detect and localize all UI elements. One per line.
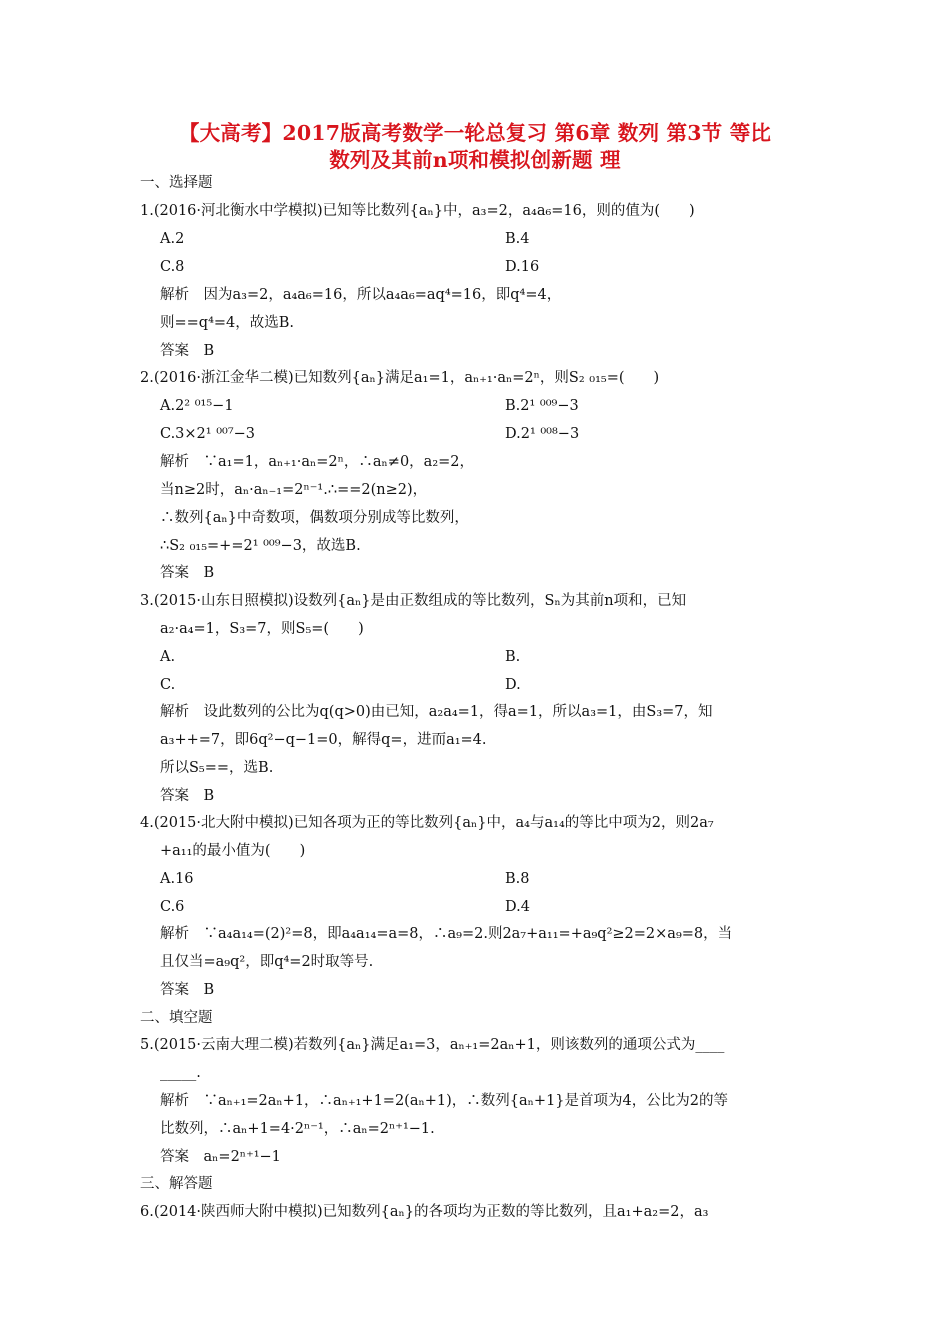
q1-option-a: A.2 <box>160 231 185 247</box>
document-title <box>140 120 810 174</box>
question-4: 4.(2015·北大附中模拟)已知各项为正的等比数列{aₙ}中，a₄与a₁₄的等比中项为2，则2a₇ <box>140 815 714 831</box>
q3-solution-line-2: a₃++=7，即6q²−q−1=0，解得q=，进而a₁=4. <box>160 732 487 748</box>
q5-answer: 答案 aₙ=2ⁿ⁺¹−1 <box>160 1149 281 1165</box>
q4-answer: 答案 B <box>160 982 215 998</box>
question-2: 2.(2016·浙江金华二模)已知数列{aₙ}满足a₁=1，aₙ₊₁·aₙ=2ⁿ，则S₂ ₀₁₅=( ) <box>140 370 660 386</box>
q4-option-d: D.4 <box>505 899 530 915</box>
q2-option-b: B.2¹ ⁰⁰⁹−3 <box>505 398 579 414</box>
q2-option-a: A.2² ⁰¹⁵−1 <box>160 398 234 414</box>
question-4-continued: +a₁₁的最小值为( ) <box>160 843 306 859</box>
q2-option-d: D.2¹ ⁰⁰⁸−3 <box>505 426 580 442</box>
q3-option-b: B. <box>505 649 521 665</box>
q4-solution-line-1: 解析 ∵a₄a₁₄=(2)²=8，即a₄a₁₄=a=8，∴a₉=2.则2a₇+a₁₁=+a₉q²≥2=2×a₉=8，当 <box>160 926 733 942</box>
q4-option-a: A.16 <box>160 871 194 887</box>
q3-answer: 答案 B <box>160 788 215 804</box>
q1-solution-line-2: 则==q⁴=4，故选B. <box>160 315 295 331</box>
q4-solution-line-2: 且仅当=a₉q²，即q⁴=2时取等号. <box>160 954 374 970</box>
q3-option-d: D. <box>505 677 521 693</box>
question-6: 6.(2014·陕西师大附中模拟)已知数列{aₙ}的各项均为正数的等比数列，且a₁+a₂=2，a₃ <box>140 1204 709 1220</box>
q5-solution-line-2: 比数列，∴aₙ+1=4·2ⁿ⁻¹，∴aₙ=2ⁿ⁺¹−1. <box>160 1121 435 1137</box>
q2-solution-line-3: ∴数列{aₙ}中奇数项，偶数项分别成等比数列， <box>160 510 469 526</box>
q2-solution-line-1: 解析 ∵a₁=1，aₙ₊₁·aₙ=2ⁿ，∴aₙ≠0，a₂=2， <box>160 454 475 470</box>
question-1: 1.(2016·河北衡水中学模拟)已知等比数列{aₙ}中，a₃=2，a₄a₆=16，则的值为( ) <box>140 203 695 219</box>
q2-answer: 答案 B <box>160 565 215 581</box>
q3-option-a: A. <box>160 649 176 665</box>
section-heading-fill: 二、填空题 <box>140 1010 213 1026</box>
q1-option-d: D.16 <box>505 259 540 275</box>
q1-solution-line-1: 解析 因为a₃=2，a₄a₆=16，所以a₄a₆=aq⁴=16，即q⁴=4， <box>160 287 562 303</box>
q1-option-c: C.8 <box>160 259 185 275</box>
q4-option-c: C.6 <box>160 899 185 915</box>
q4-option-b: B.8 <box>505 871 530 887</box>
q2-option-c: C.3×2¹ ⁰⁰⁷−3 <box>160 426 256 442</box>
q5-solution-line-1: 解析 ∵aₙ₊₁=2aₙ+1，∴aₙ₊₁+1=2(aₙ+1)，∴数列{aₙ+1}是首项为4，公比为2的等 <box>160 1093 728 1109</box>
question-5: 5.(2015·云南大理二模)若数列{aₙ}满足a₁=3，aₙ₊₁=2aₙ+1，则该数列的通项公式为____ <box>140 1037 725 1053</box>
q3-option-c: C. <box>160 677 176 693</box>
question-3: 3.(2015·山东日照模拟)设数列{aₙ}是由正数组成的等比数列，Sₙ为其前n项和，已知 <box>140 593 687 609</box>
title-line-1: 【大高考】2017版高考数学一轮总复习 第6章 数列 第3节 等比 <box>178 121 772 145</box>
question-5-blank: _____. <box>160 1065 201 1081</box>
question-3-continued: a₂·a₄=1，S₃=7，则S₅=( ) <box>160 621 364 637</box>
q1-option-b: B.4 <box>505 231 530 247</box>
title-line-2: 数列及其前n项和模拟创新题 理 <box>329 148 621 172</box>
q3-solution-line-1: 解析 设此数列的公比为q(q>0)由已知，a₂a₄=1，得a=1，所以a₃=1，由S₃=7，知 <box>160 704 713 720</box>
q2-solution-line-2: 当n≥2时，aₙ·aₙ₋₁=2ⁿ⁻¹.∴==2(n≥2)， <box>160 482 428 498</box>
q1-answer: 答案 B <box>160 343 215 359</box>
section-heading-choice: 一、选择题 <box>140 175 213 191</box>
q3-solution-line-3: 所以S₅==，选B. <box>160 760 274 776</box>
q2-solution-line-4: ∴S₂ ₀₁₅=+=2¹ ⁰⁰⁹−3，故选B. <box>160 538 361 554</box>
section-heading-solve: 三、解答题 <box>140 1176 213 1192</box>
